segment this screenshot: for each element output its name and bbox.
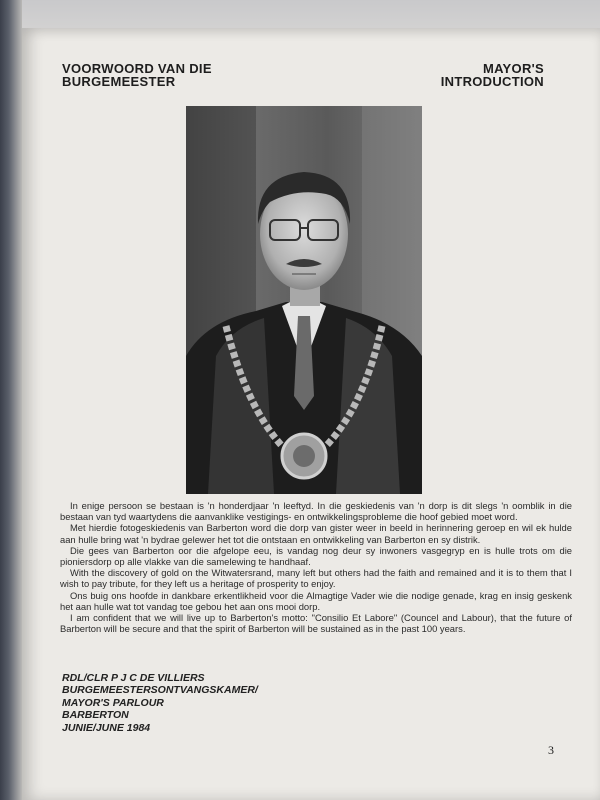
mayor-portrait-photo [186, 106, 422, 494]
introduction-text [60, 500, 572, 634]
afrikaans-heading [62, 62, 212, 88]
paragraph: I am confident that we will live up to Barberton's motto: "Consilio Et Labore" (Councel and Labour), that the future of Barberton will be secure and that the spirit of Barberton will be sustained as in the past 100 years. [60, 612, 572, 635]
english-heading-line-1: MAYOR'S [482, 61, 544, 76]
book-cover-edge [0, 0, 22, 800]
signature-line: JUNIE/JUNE 1984 [62, 721, 151, 734]
afrikaans-heading-line-1: VOORWOORD VAN DIE [62, 61, 212, 76]
english-heading-line-2: INTRODUCTION [440, 74, 544, 89]
paragraph: Ons buig ons hoofde in dankbare erkentlikheid voor die Almagtige Vader wie die nodige genade, krag en insig geskenk het aan hulle wat tot vandag toe gebou het aan ons mooi dorp. [60, 589, 572, 612]
signature-line: RDL/CLR P J C DE VILLIERS [62, 672, 205, 684]
page-number: 3 [548, 743, 554, 757]
signature-line: MAYOR'S PARLOUR [62, 696, 164, 709]
portrait-illustration [186, 106, 422, 494]
signature-block [62, 672, 258, 734]
paragraph: Met hierdie fotogeskiedenis van Barberton word die dorp van gister weer in beeld in herinnering geroep en wil ek hulde aan hulle bring wat 'n bydrae gelewer het tot die ontstaan en ontwikkeling van Barberton en sy distrik. [60, 522, 572, 545]
paragraph: Die gees van Barberton oor die afgelope eeu, is vandag nog deur sy inwoners vasgegryp en is hulle trots om die pioniersdorp op alle vlakke van die samelewing te handhaaf. [60, 544, 572, 568]
signature-line: BURGEMEESTERSONTVANGSKAMER/ [62, 684, 258, 697]
english-heading [441, 62, 544, 88]
paragraph: With the discovery of gold on the Witwatersrand, many left but others had the faith and remained and it is to them that I wish to pay tribute, for they left us a heritage of prosperity to enjoy. [60, 567, 572, 590]
paragraph: In enige persoon se bestaan is 'n honderdjaar 'n leeftyd. In die geskiedenis van 'n dorp is dit slegs 'n oomblik in die bestaan van tyd waartydens die aanvanklike vestigings- en ontwikkelingsprobleme die hoof gebied moet word. [60, 500, 572, 523]
afrikaans-heading-line-2: BURGEMEESTER [62, 74, 176, 89]
signature-line: BARBERTON [62, 709, 129, 722]
book-page [22, 28, 600, 800]
